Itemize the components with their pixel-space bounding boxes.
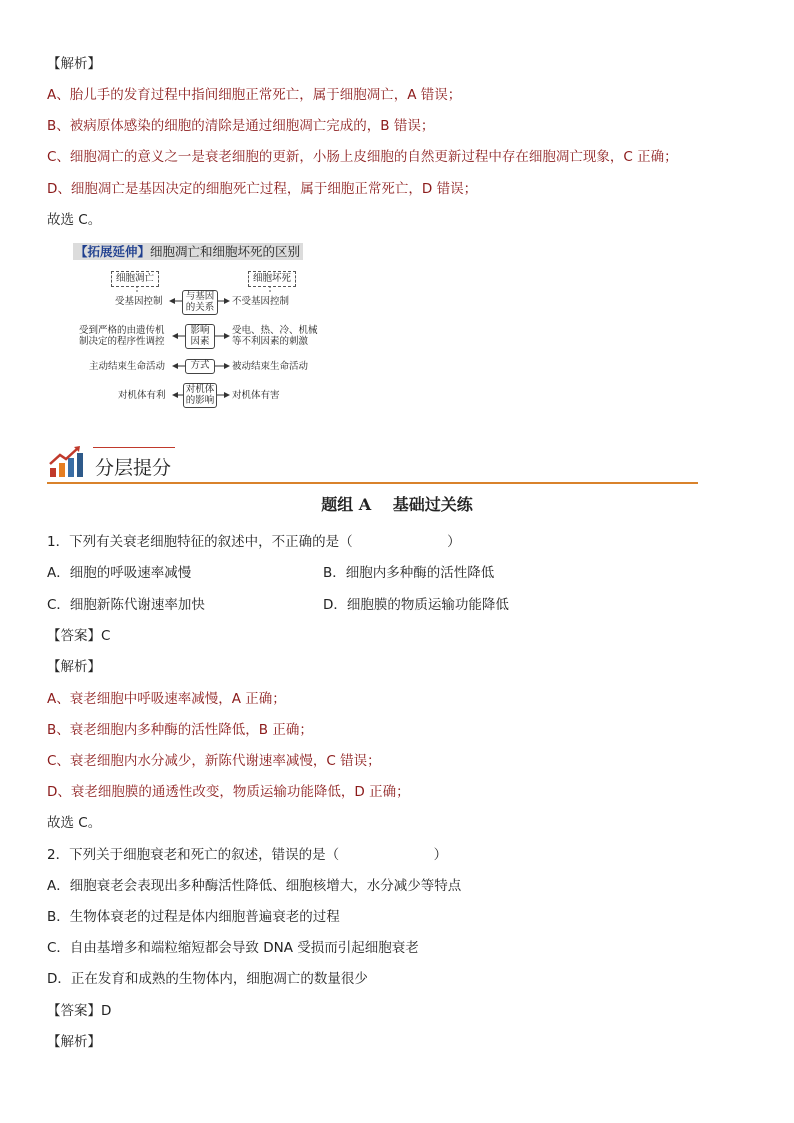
q2-option-b: B．生物体衰老的过程是体内细胞普遍衰老的过程 [47, 909, 340, 925]
q1-option-a: A．细胞的呼吸速率减慢 [47, 565, 192, 581]
analysis-item-b: B、被病原体感染的细胞的清除是通过细胞凋亡完成的，B 错误； [47, 118, 435, 134]
q1-analysis-a: A、衰老细胞中呼吸速率减慢，A 正确； [47, 691, 286, 707]
center-factors: 影响 因素 [185, 324, 215, 349]
left-factors: 受到严格的由遗传机 制决定的程序性调控 [79, 325, 165, 347]
analysis-item-d: D、细胞凋亡是基因决定的细胞死亡过程，属于细胞正常死亡，D 错误； [47, 181, 478, 197]
q1-conclusion: 故选 C。 [47, 815, 102, 831]
q1-stem: 1．下列有关衰老细胞特征的叙述中，不正确的是（ ） [47, 534, 461, 550]
center-gene-relation: 与基因 的关系 [182, 290, 218, 315]
section-divider [47, 482, 698, 484]
q1-option-c: C．细胞新陈代谢速率加快 [47, 597, 205, 613]
group-title: 题组 A 基础过关练 [321, 495, 473, 514]
diagram-arrows [0, 0, 794, 420]
q2-option-d: D．正在发育和成熟的生物体内，细胞凋亡的数量很少 [47, 971, 368, 987]
right-mode: 被动结束生命活动 [232, 361, 309, 372]
q1-analysis-tag: 【解析】 [47, 659, 101, 675]
center-mode: 方式 [185, 359, 215, 374]
analysis-item-a: A、胎儿手的发育过程中指间细胞正常死亡，属于细胞凋亡，A 错误； [47, 87, 462, 103]
left-gene-relation: 受基因控制 [115, 296, 163, 307]
q1-answer: 【答案】C [47, 628, 111, 644]
section-title: 分层提分 [95, 457, 172, 479]
q2-option-a: A．细胞衰老会表现出多种酶活性降低、细胞核增大，水分减少等特点 [47, 878, 462, 894]
left-mode: 主动结束生命活动 [89, 361, 166, 372]
analysis-conclusion: 故选 C。 [47, 212, 102, 228]
analysis-tag: 【解析】 [47, 56, 101, 72]
extension-title: 细胞凋亡和细胞坏死的区别 [150, 244, 301, 259]
right-effect: 对机体有害 [232, 390, 280, 401]
q2-option-c: C．自由基增多和端粒缩短都会导致 DNA 受损而引起细胞衰老 [47, 940, 419, 956]
chart-growth-icon [48, 444, 84, 478]
q1-option-b: B．细胞内多种酶的活性降低 [323, 565, 495, 581]
right-gene-relation: 不受基因控制 [232, 296, 290, 307]
q2-answer: 【答案】D [47, 1003, 112, 1019]
header-necrosis: 细胞坏死 [248, 271, 296, 287]
q1-analysis-b: B、衰老细胞内多种酶的活性降低，B 正确； [47, 722, 313, 738]
q2-stem: 2．下列关于细胞衰老和死亡的叙述，错误的是（ ） [47, 847, 448, 863]
header-apoptosis: 细胞凋亡 [111, 271, 159, 287]
section-top-line [93, 447, 175, 448]
center-effect: 对机体 的影响 [183, 383, 217, 408]
q1-analysis-c: C、衰老细胞内水分减少，新陈代谢速率减慢，C 错误； [47, 753, 381, 769]
extension-tag: 【拓展延伸】 [75, 244, 151, 259]
q1-option-d: D．细胞膜的物质运输功能降低 [323, 597, 509, 613]
q2-analysis-tag: 【解析】 [47, 1034, 101, 1050]
analysis-item-c: C、细胞凋亡的意义之一是衰老细胞的更新，小肠上皮细胞的自然更新过程中存在细胞凋亡现象，C 正确； [47, 149, 678, 165]
right-factors: 受电、热、冷、机械 等不利因素的刺激 [232, 325, 318, 347]
left-effect: 对机体有利 [118, 390, 166, 401]
q1-analysis-d: D、衰老细胞膜的通透性改变，物质运输功能降低，D 正确； [47, 784, 410, 800]
